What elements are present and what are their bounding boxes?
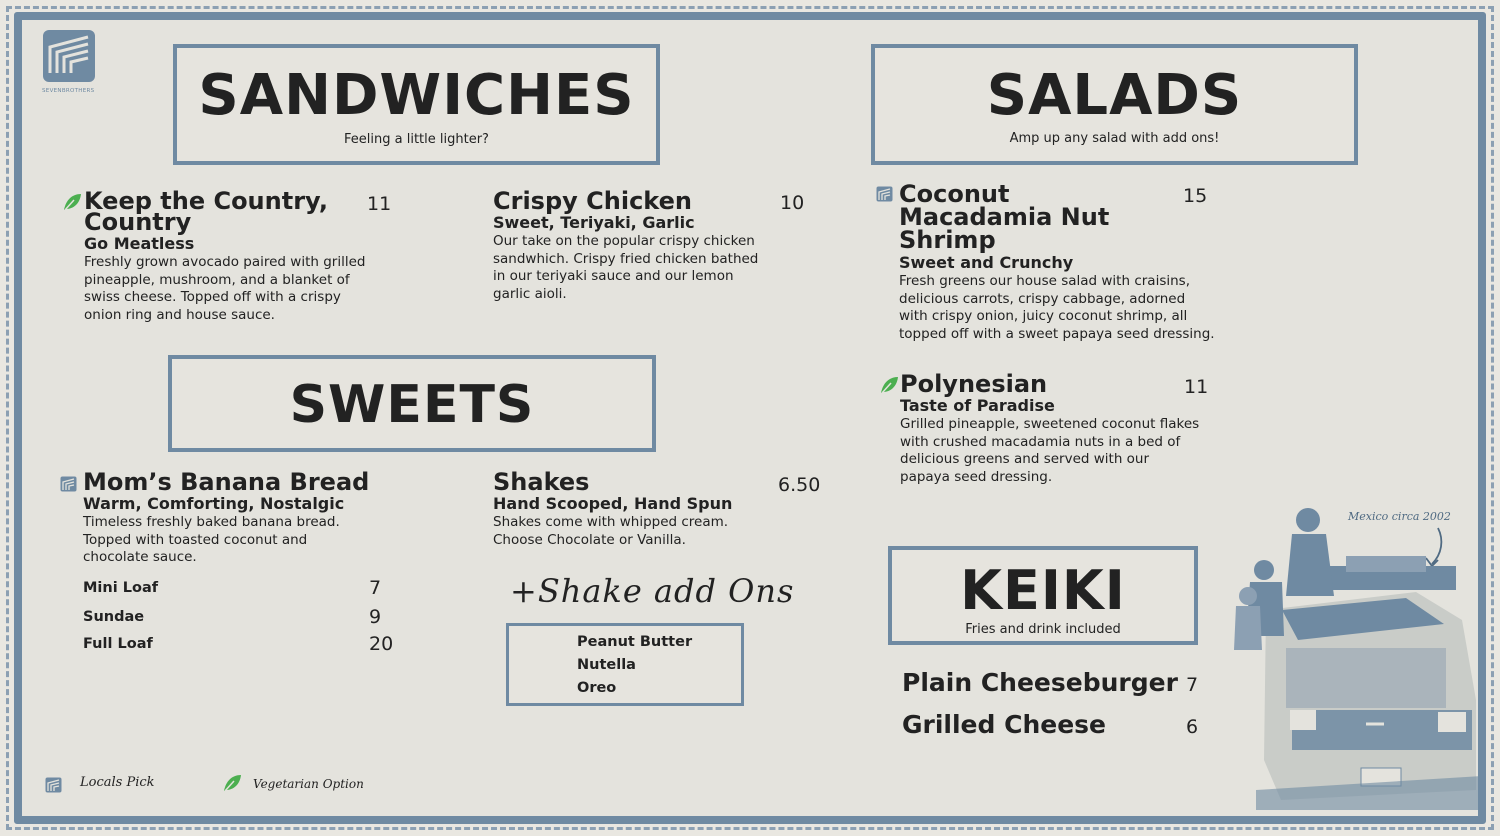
logo-mark-icon (42, 29, 96, 83)
item-tagline: Go Meatless (84, 234, 195, 253)
item-tagline: Sweet and Crunchy (899, 253, 1074, 272)
option-label: Mini Loaf (83, 580, 159, 596)
keiki-item-price: 6 (1186, 716, 1199, 738)
item-name: Shakes (493, 468, 590, 496)
brand-logo (42, 29, 98, 94)
addon-item: Nutella (577, 657, 636, 673)
item-tagline: Taste of Paradise (900, 396, 1055, 415)
item-description: Our take on the popular crispy chicken sandwhich. Crispy fried chicken bathed in our teriyaki sauce and our lemon garlic aioli. (493, 233, 759, 302)
van-photo (1226, 500, 1482, 810)
item-name-line3: Shrimp (899, 226, 996, 254)
locals-pick-icon (45, 777, 62, 793)
leaf-icon (62, 192, 82, 212)
photo-caption: Mexico circa 2002 (1348, 510, 1451, 523)
locals-pick-icon (60, 476, 77, 492)
sweets-header (168, 355, 656, 452)
item-name: Mom’s Banana Bread (83, 468, 370, 496)
salads-header (871, 44, 1358, 165)
item-tagline: Hand Scooped, Hand Spun (493, 494, 733, 513)
legend-vegetarian: Vegetarian Option (253, 777, 364, 791)
item-description: Grilled pineapple, sweetened coconut flakes with crushed macadamia nuts in a bed of delicious greens and served with our papaya seed dressing. (900, 416, 1200, 485)
keiki-header (888, 546, 1198, 645)
sandwiches-header (173, 44, 660, 165)
item-price: 6.50 (778, 474, 821, 496)
keiki-item-name: Grilled Cheese (902, 710, 1107, 739)
item-tagline: Warm, Comforting, Nostalgic (83, 494, 345, 513)
item-price: 15 (1183, 185, 1208, 207)
menu-item-polynesian (900, 370, 1200, 486)
item-price: 11 (367, 193, 392, 215)
item-name-line2: Macadamia Nut (899, 203, 1110, 231)
keiki-item-name: Plain Cheeseburger (902, 668, 1178, 697)
option-price: 20 (369, 633, 394, 655)
menu-item-keep-the-country (84, 187, 374, 324)
menu-item-crispy-chicken (493, 187, 773, 303)
salads-title: SALADS (986, 63, 1243, 128)
item-name: Crispy Chicken (493, 187, 692, 215)
option-price: 9 (369, 606, 382, 628)
item-name-line1: Coconut (899, 180, 1010, 208)
option-label: Sundae (83, 609, 145, 625)
item-description: Fresh greens our house salad with craisins, delicious carrots, crispy cabbage, adorned with crispy onion, juicy coconut shrimp, all topped off with a sweet papaya seed dressing. (899, 273, 1215, 342)
legend-locals-pick: Locals Pick (80, 775, 155, 790)
shake-addons-title: +Shake add Ons (510, 572, 795, 610)
sweets-title: SWEETS (289, 375, 535, 435)
keiki-subtitle: Fries and drink included (965, 622, 1121, 637)
menu-item-banana-bread (83, 468, 383, 567)
option-label: Full Loaf (83, 636, 153, 652)
keiki-title: KEIKI (960, 559, 1126, 622)
locals-pick-icon (876, 186, 893, 202)
item-tagline: Sweet, Teriyaki, Garlic (493, 213, 695, 232)
option-price: 7 (369, 577, 382, 599)
sandwiches-subtitle: Feeling a little lighter? (344, 132, 489, 147)
item-description: Shakes come with whipped cream. Choose Chocolate or Vanilla. (493, 514, 729, 548)
leaf-icon (222, 773, 242, 793)
item-name-line2: Country (84, 208, 192, 236)
addon-item: Peanut Butter (577, 634, 693, 650)
menu-item-shakes (493, 468, 773, 549)
item-price: 10 (780, 192, 805, 214)
item-name: Polynesian (900, 370, 1048, 398)
salads-subtitle: Amp up any salad with add ons! (1009, 131, 1220, 146)
menu-item-coconut-shrimp (899, 180, 1219, 343)
item-description: Timeless freshly baked banana bread. Topped with toasted coconut and chocolate sauce. (83, 514, 340, 565)
item-description: Freshly grown avocado paired with grilled pineapple, mushroom, and a blanket of swiss cheese. Topped off with a crispy onion ring and house sauce. (84, 254, 366, 323)
addon-item: Oreo (577, 680, 617, 696)
item-name: Keep the Country, (84, 187, 328, 215)
logo-text: SEVENBROTHERS (42, 88, 95, 94)
shake-addons-box (506, 623, 744, 706)
leaf-icon (879, 375, 899, 395)
sandwiches-title: SANDWICHES (198, 63, 635, 128)
item-price: 11 (1184, 376, 1209, 398)
keiki-item-price: 7 (1186, 674, 1199, 696)
